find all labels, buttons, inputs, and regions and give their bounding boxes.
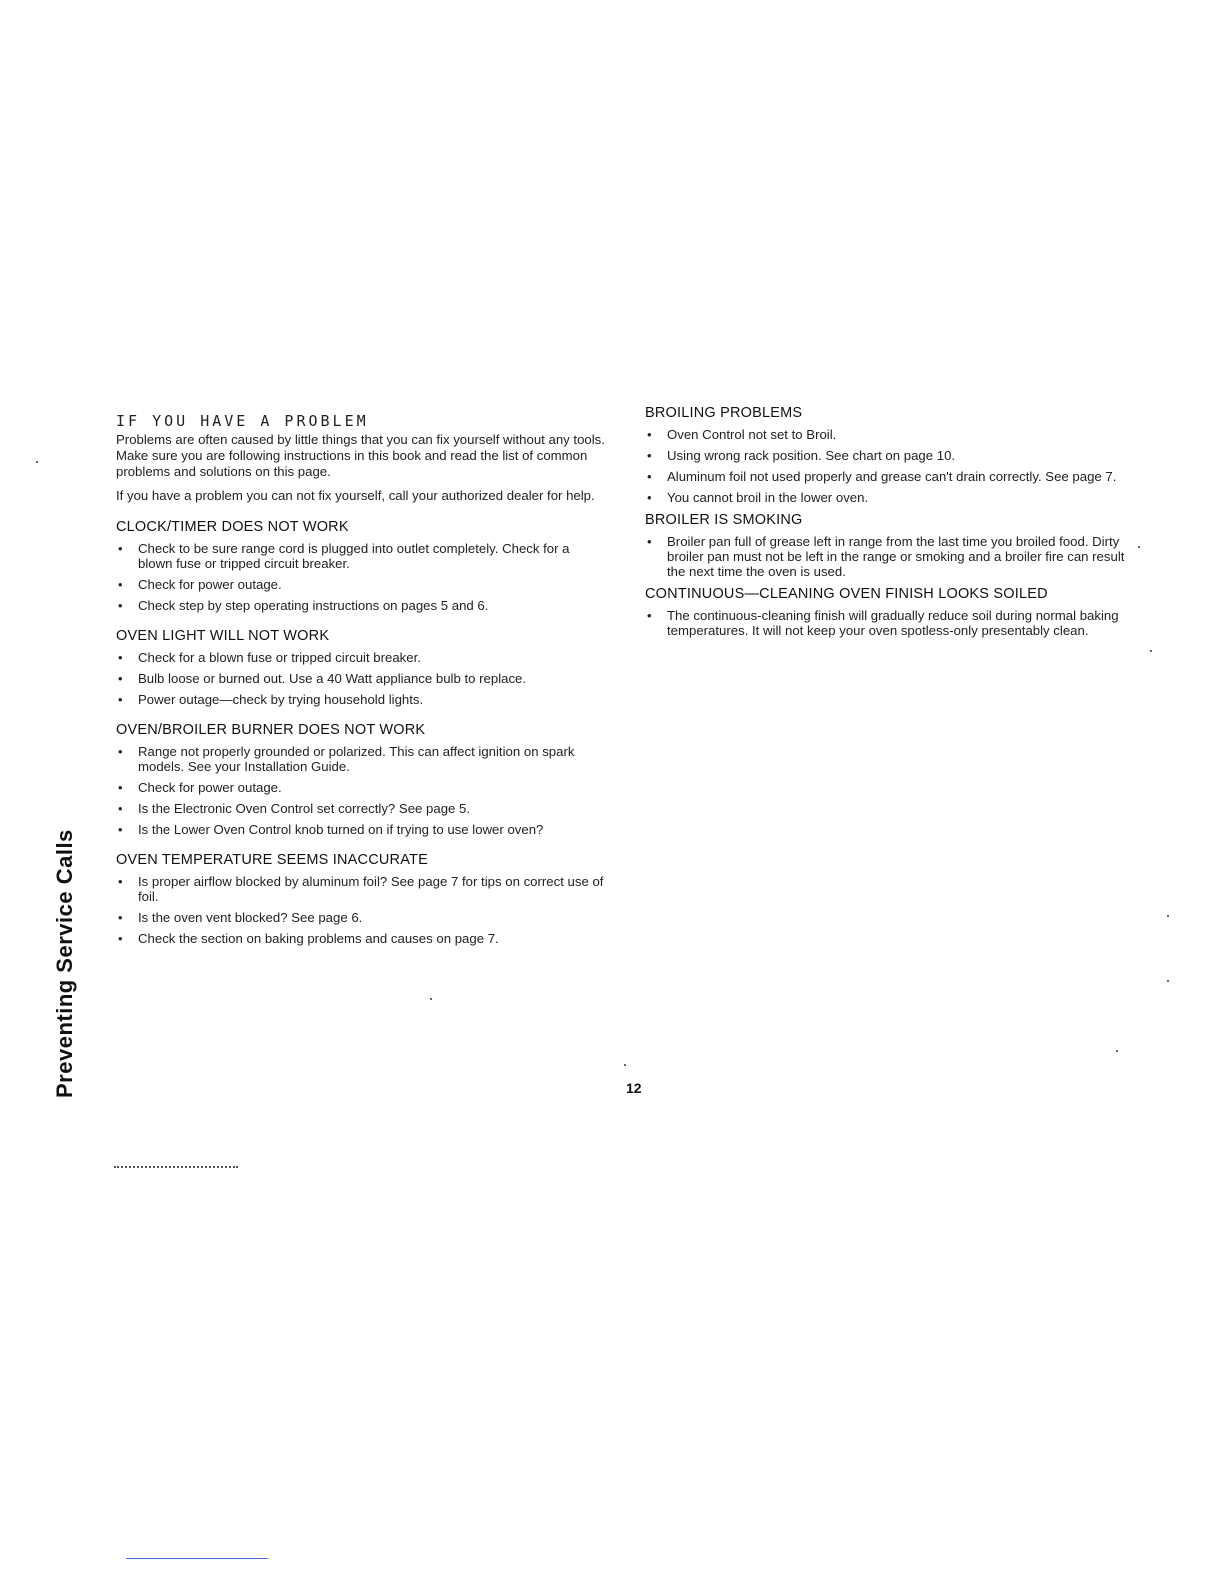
intro-paragraph-2: If you have a problem you can not fix yourself, call your authorized dealer for help. xyxy=(116,488,595,503)
scan-speck xyxy=(430,998,432,1000)
section-broiling-problems xyxy=(645,404,1135,505)
list-item: • Power outage—check by trying household lights. xyxy=(116,692,606,707)
section-clock-timer xyxy=(116,518,606,613)
list-item: • Oven Control not set to Broil. xyxy=(645,427,1135,442)
list-item: • Bulb loose or burned out. Use a 40 Watt appliance bulb to replace. xyxy=(116,671,606,686)
right-column xyxy=(645,404,1135,644)
intro-paragraph-1: Problems are often caused by little things that you can fix yourself without any tools. Make sure you are following instructions in this book and read the list of common problems and solutions on this page. xyxy=(116,432,605,479)
section-continuous-cleaning xyxy=(645,585,1135,638)
scan-speck xyxy=(1138,546,1140,548)
list-item: • Is the oven vent blocked? See page 6. xyxy=(116,910,606,925)
list-item: • Using wrong rack position. See chart on page 10. xyxy=(645,448,1135,463)
list-item: • Broiler pan full of grease left in range from the last time you broiled food. Dirty broiler pan must not be left in the range or smoking and a broiler fire can result the next time the oven is used. xyxy=(645,534,1135,579)
scan-artifact-dashes xyxy=(114,1166,238,1170)
section-oven-temperature xyxy=(116,851,606,946)
intro-title: IF YOU HAVE A PROBLEM xyxy=(116,412,369,430)
section-title: OVEN/BROILER BURNER DOES NOT WORK xyxy=(116,722,426,738)
section-title: OVEN TEMPERATURE SEEMS INACCURATE xyxy=(116,852,428,868)
list-item: • Is proper airflow blocked by aluminum foil? See page 7 for tips on correct use of foil. xyxy=(116,874,606,904)
section-title: CONTINUOUS—CLEANING OVEN FINISH LOOKS SOILED xyxy=(645,586,1048,602)
section-oven-light xyxy=(116,627,606,707)
scan-speck xyxy=(36,461,38,463)
section-title: BROILER IS SMOKING xyxy=(645,512,803,528)
section-broiler-smoking xyxy=(645,511,1135,579)
list-item: • Check step by step operating instructions on pages 5 and 6. xyxy=(116,598,606,613)
page-number: 12 xyxy=(626,1080,642,1096)
section-oven-broiler-burner xyxy=(116,721,606,837)
scan-speck xyxy=(624,1064,626,1066)
list-item: • Check to be sure range cord is plugged into outlet completely. Check for a blown fuse or tripped circuit breaker. xyxy=(116,541,606,571)
scan-speck xyxy=(1116,1050,1118,1052)
section-title: CLOCK/TIMER DOES NOT WORK xyxy=(116,519,349,535)
section-title: OVEN LIGHT WILL NOT WORK xyxy=(116,628,330,644)
list-item: • Is the Lower Oven Control knob turned on if trying to use lower oven? xyxy=(116,822,606,837)
left-column xyxy=(116,412,606,952)
list-item: • Check for power outage. xyxy=(116,780,606,795)
list-item: • Aluminum foil not used properly and grease can't drain correctly. See page 7. xyxy=(645,469,1135,484)
scan-speck xyxy=(1167,915,1169,917)
list-item: • Check for a blown fuse or tripped circuit breaker. xyxy=(116,650,606,665)
bottom-rule xyxy=(126,1558,268,1559)
list-item: • Check the section on baking problems and causes on page 7. xyxy=(116,931,606,946)
sidebar-title: Preventing Service Calls xyxy=(52,829,77,1098)
list-item: • The continuous-cleaning finish will gradually reduce soil during normal baking temperatures. It will not keep your oven spotless-only presentably clean. xyxy=(645,608,1135,638)
list-item: • Range not properly grounded or polarized. This can affect ignition on spark models. See your Installation Guide. xyxy=(116,744,606,774)
list-item: • Check for power outage. xyxy=(116,577,606,592)
list-item: • Is the Electronic Oven Control set correctly? See page 5. xyxy=(116,801,606,816)
section-title: BROILING PROBLEMS xyxy=(645,405,803,421)
scan-speck xyxy=(1167,980,1169,982)
scan-speck xyxy=(1150,650,1152,652)
list-item: • You cannot broil in the lower oven. xyxy=(645,490,1135,505)
